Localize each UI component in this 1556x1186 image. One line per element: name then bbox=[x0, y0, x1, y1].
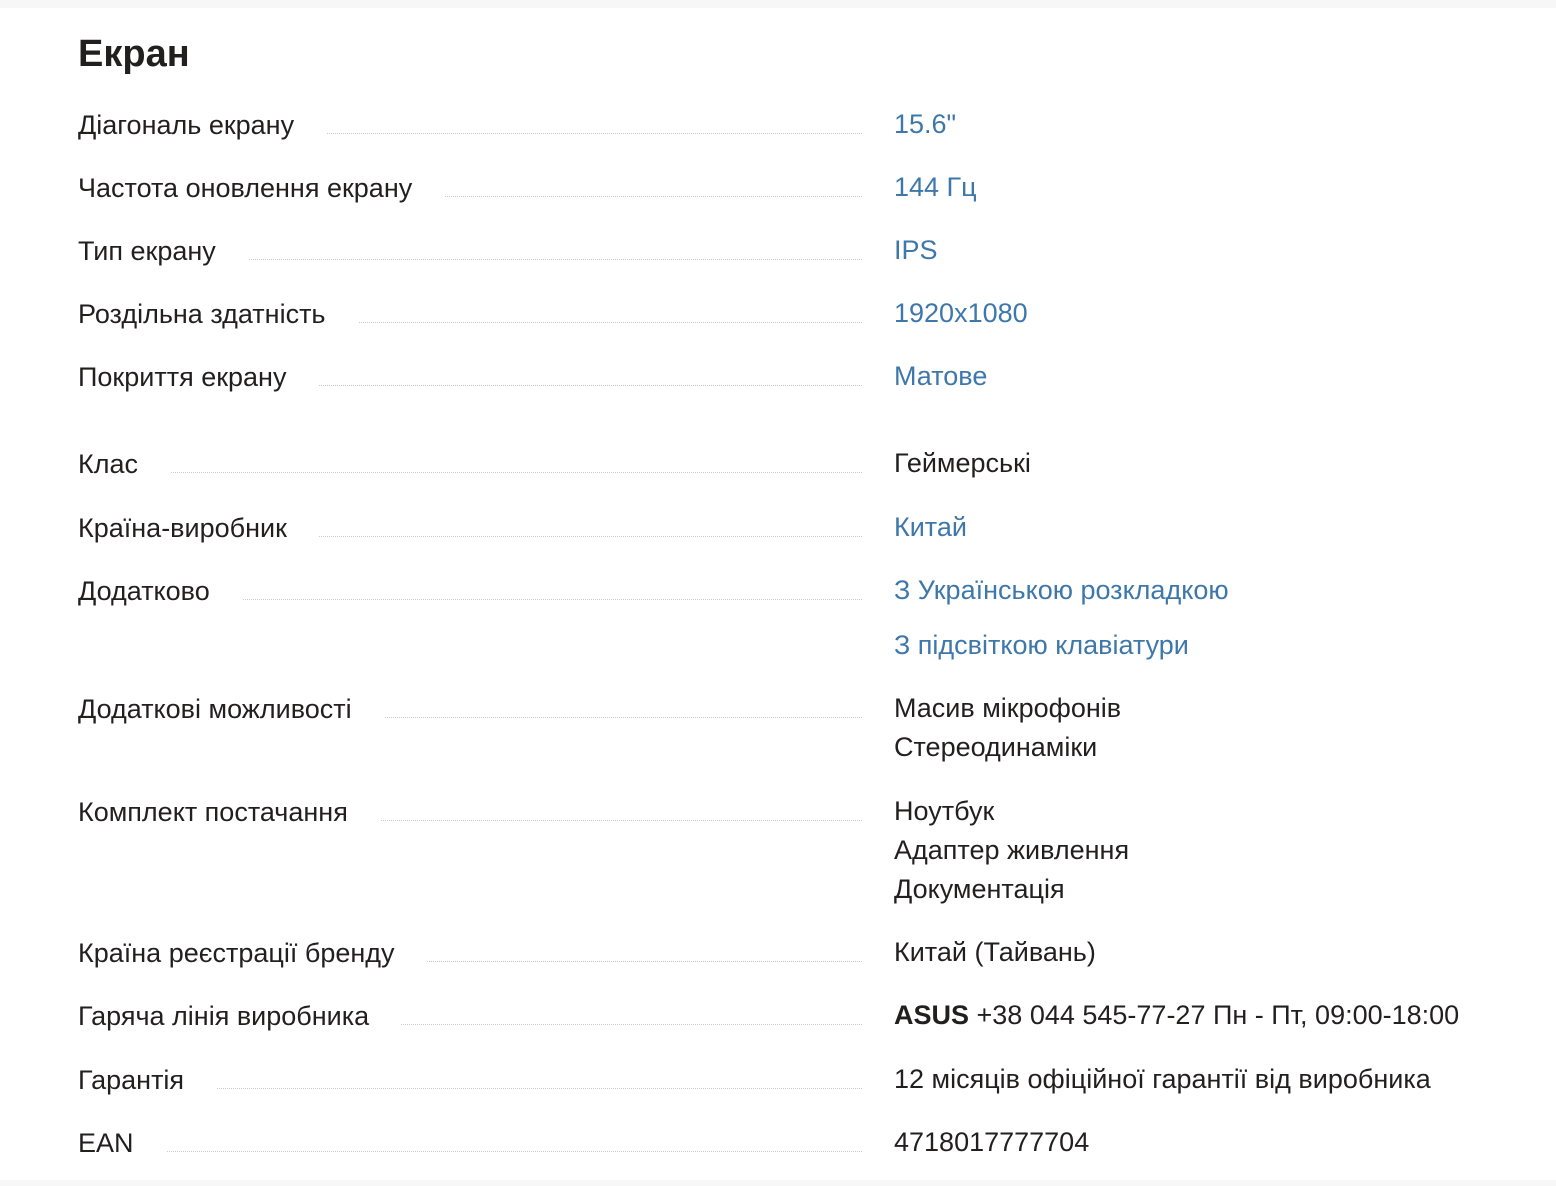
spec-value-link[interactable]: Китай bbox=[894, 512, 967, 542]
spec-label: Гаряча лінія виробника bbox=[78, 998, 401, 1034]
top-divider bbox=[0, 0, 1556, 8]
spec-value-link[interactable]: Матове bbox=[894, 361, 988, 391]
spec-value-link[interactable]: 144 Гц bbox=[894, 172, 977, 202]
spec-values bbox=[894, 446, 1534, 483]
spec-value-link[interactable]: З Українською розкладкою bbox=[894, 575, 1229, 605]
spec-values bbox=[894, 170, 1534, 215]
hotline-value bbox=[894, 996, 1534, 1035]
spec-values bbox=[894, 573, 1534, 673]
spec-label: Покриття екрану bbox=[78, 359, 318, 395]
spec-value: Документація bbox=[894, 874, 1065, 904]
spec-value: Адаптер живлення bbox=[894, 835, 1130, 865]
spec-value: Стереодинаміки bbox=[894, 732, 1098, 762]
spec-value: Геймерські bbox=[894, 448, 1031, 478]
spec-values bbox=[894, 233, 1534, 278]
spec-label: Діагональ екрану bbox=[78, 107, 326, 143]
hotline-details: +38 044 545-77-27 Пн - Пт, 09:00-18:00 bbox=[969, 1000, 1460, 1030]
spec-value: 4718017777704 bbox=[894, 1127, 1090, 1157]
section-title: Екран bbox=[78, 33, 190, 75]
spec-value-link[interactable]: 15.6" bbox=[894, 109, 957, 139]
spec-values bbox=[894, 510, 1534, 555]
spec-values bbox=[894, 1062, 1534, 1099]
spec-value: Масив мікрофонів bbox=[894, 693, 1122, 723]
spec-value: Ноутбук bbox=[894, 796, 995, 826]
spec-label: Роздільна здатність bbox=[78, 296, 358, 332]
spec-label: Гарантія bbox=[78, 1062, 216, 1098]
spec-value-link[interactable]: 1920x1080 bbox=[894, 298, 1028, 328]
spec-label: Тип екрану bbox=[78, 233, 248, 269]
spec-values bbox=[894, 296, 1534, 341]
bottom-divider bbox=[0, 1180, 1556, 1186]
spec-label: Країна реєстрації бренду bbox=[78, 935, 427, 971]
spec-label: Клас bbox=[78, 446, 170, 482]
spec-label: Додатково bbox=[78, 573, 242, 609]
hotline-brand: ASUS bbox=[894, 1000, 970, 1030]
spec-values bbox=[894, 691, 1534, 767]
spec-value: Китай (Тайвань) bbox=[894, 937, 1096, 967]
spec-label: EAN bbox=[78, 1125, 166, 1161]
dotted-leader bbox=[78, 472, 862, 473]
spec-values bbox=[894, 1125, 1534, 1162]
spec-value-link[interactable]: IPS bbox=[894, 235, 938, 265]
dotted-leader bbox=[78, 1151, 862, 1152]
spec-values bbox=[894, 998, 1534, 1035]
spec-values bbox=[894, 935, 1534, 972]
spec-label: Додаткові можливості bbox=[78, 691, 384, 727]
spec-values bbox=[894, 107, 1534, 152]
spec-label: Частота оновлення екрану bbox=[78, 170, 444, 206]
spec-label: Країна-виробник bbox=[78, 510, 319, 546]
spec-value-link[interactable]: З підсвіткою клавіатури bbox=[894, 630, 1189, 660]
spec-label: Комплект постачання bbox=[78, 794, 380, 830]
spec-values bbox=[894, 794, 1534, 909]
spec-values bbox=[894, 359, 1534, 404]
spec-value: 12 місяців офіційної гарантії від виробника bbox=[894, 1064, 1431, 1094]
